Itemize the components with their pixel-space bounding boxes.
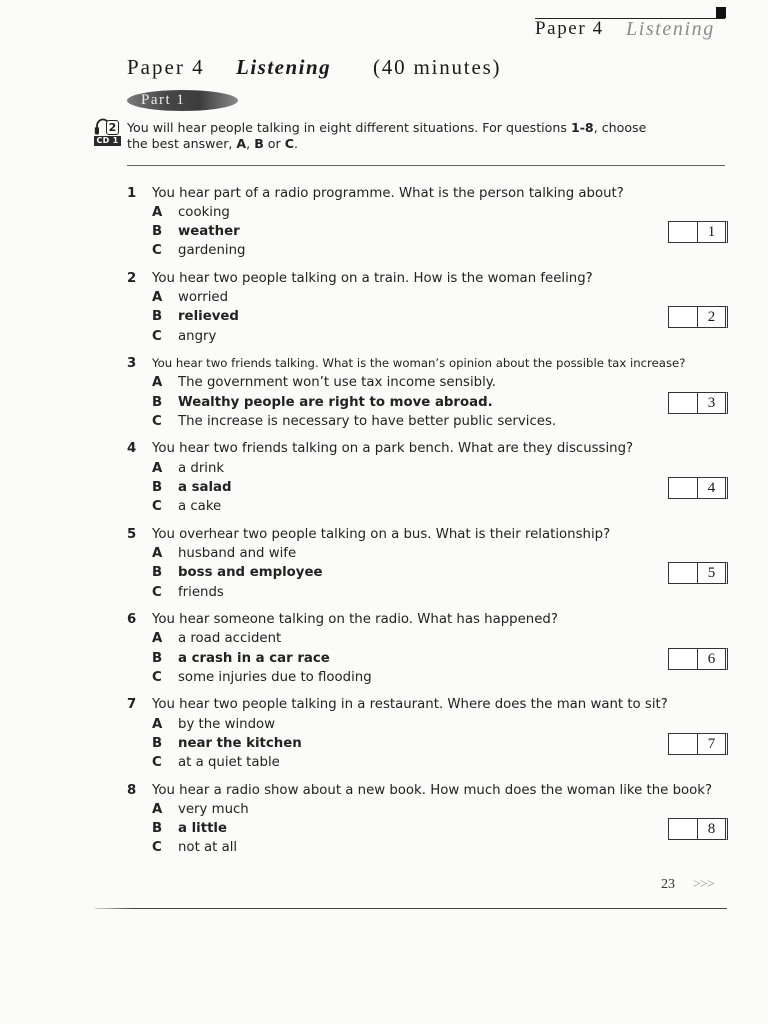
question-number: 1 bbox=[127, 185, 137, 201]
option-c bbox=[152, 668, 372, 687]
option-letter: A bbox=[152, 204, 163, 220]
instructions-option-a: A bbox=[236, 136, 247, 151]
option-letter: C bbox=[152, 328, 162, 344]
option-text: very much bbox=[178, 801, 249, 817]
answer-box-number: 7 bbox=[707, 735, 716, 752]
option-letter: A bbox=[152, 460, 163, 476]
option-letter: B bbox=[152, 565, 163, 581]
page-title-section: Listening bbox=[236, 55, 332, 79]
continue-arrows-icon: >>> bbox=[693, 877, 714, 892]
option-text: a crash in a car race bbox=[178, 650, 330, 666]
option-letter: A bbox=[152, 801, 163, 817]
answer-box-number: 1 bbox=[707, 224, 716, 240]
option-b bbox=[152, 563, 323, 582]
answer-blank bbox=[669, 393, 698, 413]
option-letter: C bbox=[152, 243, 162, 259]
option-b bbox=[152, 307, 239, 326]
question-number: 3 bbox=[127, 356, 137, 372]
option-a bbox=[152, 373, 496, 392]
cd-label: CD 1 bbox=[94, 136, 121, 146]
option-a bbox=[152, 459, 224, 478]
option-text: boss and employee bbox=[178, 565, 323, 581]
answer-box-number: 2 bbox=[707, 309, 716, 326]
option-a bbox=[152, 800, 249, 819]
option-letter: C bbox=[152, 669, 162, 685]
instructions-line-1 bbox=[127, 120, 646, 136]
part-label: Part 1 bbox=[141, 92, 186, 108]
question-number: 6 bbox=[127, 612, 137, 627]
question-text: You hear someone talking on the radio. What has happened? bbox=[152, 612, 558, 627]
option-b bbox=[152, 734, 302, 753]
question-2 bbox=[0, 269, 768, 349]
option-c bbox=[152, 241, 245, 260]
option-text: relieved bbox=[178, 309, 239, 325]
option-text: cooking bbox=[178, 204, 230, 220]
option-text: weather bbox=[178, 224, 240, 240]
answer-blank bbox=[669, 222, 698, 242]
option-text: The increase is necessary to have better public services. bbox=[178, 413, 557, 429]
option-letter: B bbox=[152, 735, 163, 751]
answer-box bbox=[668, 818, 728, 840]
answer-blank bbox=[669, 734, 698, 754]
track-number: 2 bbox=[106, 120, 119, 135]
answer-blank bbox=[669, 649, 698, 669]
answer-box-number: 3 bbox=[707, 394, 716, 411]
answer-blank bbox=[669, 819, 698, 839]
question-6 bbox=[0, 610, 768, 690]
instructions-option-b: B bbox=[254, 136, 264, 151]
option-letter: B bbox=[152, 394, 163, 410]
question-text: You overhear two people talking on a bus. What is their relationship? bbox=[152, 526, 611, 542]
question-4 bbox=[0, 439, 768, 519]
option-letter: B bbox=[152, 650, 163, 666]
option-text: a salad bbox=[178, 479, 232, 495]
option-letter: B bbox=[152, 224, 163, 240]
option-b bbox=[152, 393, 493, 412]
option-c bbox=[152, 412, 556, 431]
option-a bbox=[152, 715, 275, 734]
instructions-option-c: C bbox=[284, 136, 294, 151]
option-text: The government won’t use tax income sensibly. bbox=[178, 375, 496, 391]
option-text: husband and wife bbox=[178, 545, 297, 561]
question-8 bbox=[0, 781, 768, 861]
option-a bbox=[152, 629, 281, 648]
option-text: by the window bbox=[178, 716, 276, 732]
option-letter: B bbox=[152, 821, 163, 837]
instructions-text: the best answer, bbox=[127, 136, 237, 151]
option-c bbox=[152, 583, 224, 602]
answer-box bbox=[668, 648, 728, 670]
page-title-duration: (40 minutes) bbox=[373, 55, 502, 79]
instructions-text: or bbox=[263, 136, 285, 151]
question-text: You hear two people talking in a restaurant. Where does the man want to sit? bbox=[152, 697, 668, 713]
option-b bbox=[152, 478, 232, 497]
option-text: some injuries due to flooding bbox=[178, 669, 372, 685]
page-number: 23 bbox=[661, 877, 675, 892]
option-a bbox=[152, 288, 228, 307]
option-text: not at all bbox=[178, 840, 238, 856]
option-letter: B bbox=[152, 479, 163, 495]
option-letter: C bbox=[152, 584, 162, 600]
option-c bbox=[152, 497, 221, 516]
header-marker bbox=[716, 7, 726, 18]
question-number: 4 bbox=[127, 441, 137, 457]
instructions-text: You will hear people talking in eight different situations. For questions bbox=[127, 120, 571, 135]
option-text: a drink bbox=[178, 460, 225, 476]
answer-box bbox=[668, 477, 728, 499]
page-title-paper: Paper 4 bbox=[127, 55, 205, 79]
answer-box-number: 8 bbox=[707, 821, 716, 838]
option-text: a cake bbox=[178, 499, 222, 515]
option-c bbox=[152, 838, 237, 857]
answer-box bbox=[668, 392, 728, 414]
question-text: You hear two friends talking. What is the woman’s opinion about the possible tax increase? bbox=[152, 356, 686, 371]
option-letter: C bbox=[152, 755, 162, 771]
option-text: Wealthy people are right to move abroad. bbox=[178, 394, 493, 410]
instructions-range: 1-8 bbox=[570, 120, 594, 135]
answer-blank bbox=[669, 563, 698, 583]
answer-box bbox=[668, 221, 728, 243]
instructions-text: , choose bbox=[593, 120, 647, 135]
headphones-icon bbox=[94, 116, 122, 136]
option-letter: A bbox=[152, 545, 163, 561]
instructions-line-2 bbox=[127, 136, 298, 152]
option-text: near the kitchen bbox=[178, 735, 302, 751]
question-text: You hear part of a radio programme. What is the person talking about? bbox=[152, 185, 624, 201]
answer-box-number: 5 bbox=[707, 565, 716, 582]
part-badge bbox=[127, 90, 238, 111]
option-text: at a quiet table bbox=[178, 755, 280, 771]
answer-blank bbox=[669, 307, 698, 327]
question-number: 7 bbox=[127, 697, 137, 713]
answer-box-number: 4 bbox=[707, 479, 716, 496]
option-text: angry bbox=[178, 328, 217, 344]
option-c bbox=[152, 327, 216, 346]
instructions-text: . bbox=[293, 136, 298, 151]
answer-box bbox=[668, 562, 728, 584]
option-letter: C bbox=[152, 413, 162, 429]
footer-rule bbox=[95, 908, 727, 909]
option-letter: C bbox=[152, 840, 162, 856]
answer-box-number: 6 bbox=[707, 650, 716, 667]
option-c bbox=[152, 753, 280, 772]
question-5 bbox=[0, 525, 768, 605]
option-b bbox=[152, 222, 240, 241]
option-letter: A bbox=[152, 716, 163, 732]
option-text: friends bbox=[178, 584, 224, 600]
answer-blank bbox=[669, 478, 698, 498]
question-number: 2 bbox=[127, 270, 137, 286]
option-text: worried bbox=[178, 290, 229, 306]
question-number: 5 bbox=[127, 526, 137, 542]
option-text: a little bbox=[178, 821, 228, 837]
option-b bbox=[152, 819, 227, 838]
option-b bbox=[152, 649, 330, 668]
option-text: a road accident bbox=[178, 631, 282, 647]
option-text: gardening bbox=[178, 243, 246, 259]
option-letter: C bbox=[152, 499, 162, 515]
question-1 bbox=[0, 184, 768, 264]
option-letter: B bbox=[152, 309, 163, 325]
answer-box bbox=[668, 306, 728, 328]
option-letter: A bbox=[152, 631, 163, 647]
header-paper: Paper 4 bbox=[535, 18, 604, 39]
question-text: You hear two people talking on a train. How is the woman feeling? bbox=[152, 270, 593, 286]
instructions-text: , bbox=[246, 136, 255, 151]
answer-box bbox=[668, 733, 728, 755]
question-text: You hear a radio show about a new book. How much does the woman like the book? bbox=[152, 782, 713, 798]
question-3 bbox=[0, 354, 768, 434]
option-a bbox=[152, 203, 230, 222]
option-letter: A bbox=[152, 290, 163, 306]
header-section: Listening bbox=[626, 18, 715, 40]
question-7 bbox=[0, 695, 768, 775]
divider bbox=[127, 165, 725, 166]
option-letter: A bbox=[152, 375, 163, 391]
question-text: You hear two friends talking on a park bench. What are they discussing? bbox=[152, 441, 634, 457]
question-number: 8 bbox=[127, 782, 137, 798]
option-a bbox=[152, 544, 296, 563]
